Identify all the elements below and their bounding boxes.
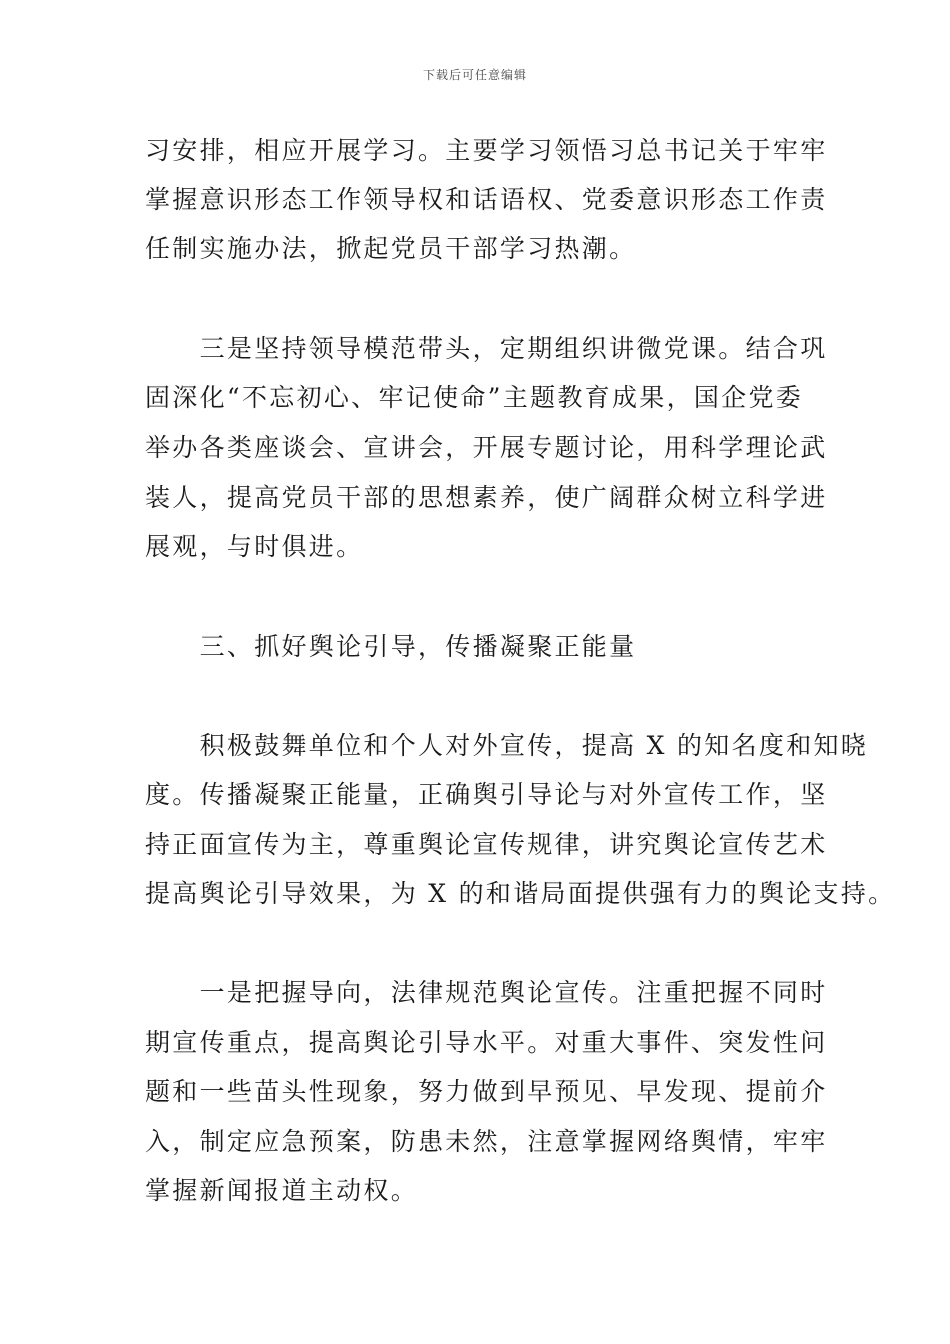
paragraph-line: 积极鼓舞单位和个人对外宣传，提高 X 的知名度和知晓 bbox=[145, 731, 869, 760]
paragraph-line: 期宣传重点，提高舆论引导水平。对重大事件、突发性问 bbox=[145, 1028, 828, 1057]
paragraph-line: 一是把握导向，法律规范舆论宣传。注重把握不同时 bbox=[145, 978, 828, 1007]
paragraph-line: 掌握意识形态工作领导权和话语权、党委意识形态工作责 bbox=[145, 185, 828, 214]
paragraph-line: 三是坚持领导模范带头，定期组织讲微党课。结合巩 bbox=[145, 334, 828, 363]
page-header: 下载后可任意编辑 bbox=[422, 68, 527, 82]
paragraph-line: 题和一些苗头性现象，努力做到早预见、早发现、提前介 bbox=[145, 1077, 828, 1106]
paragraph-line: 习安排，相应开展学习。主要学习领悟习总书记关于牢牢 bbox=[145, 136, 828, 165]
paragraph-line: 任制实施办法，掀起党员干部学习热潮。 bbox=[145, 234, 637, 263]
paragraph-line: 持正面宣传为主，尊重舆论宣传规律，讲究舆论宣传艺术 bbox=[145, 830, 828, 859]
paragraph-line: 入，制定应急预案，防患未然，注意掌握网络舆情，牢牢 bbox=[145, 1127, 828, 1156]
section-heading: 三、抓好舆论引导，传播凝聚正能量 bbox=[145, 632, 637, 661]
paragraph-line: 掌握新闻报道主动权。 bbox=[145, 1176, 419, 1205]
paragraph-line: 举办各类座谈会、宣讲会，开展专题讨论，用科学理论武 bbox=[145, 433, 828, 462]
paragraph-line: 固深化“不忘初心、牢记使命”主题教育成果，国企党委 bbox=[145, 383, 804, 412]
paragraph-line: 装人，提高党员干部的思想素养，使广阔群众树立科学进 bbox=[145, 483, 828, 512]
paragraph-line: 展观，与时俱进。 bbox=[145, 532, 364, 561]
paragraph-line: 度。传播凝聚正能量，正确舆引导论与对外宣传工作，坚 bbox=[145, 780, 828, 809]
paragraph-line: 提高舆论引导效果，为 X 的和谐局面提供强有力的舆论支持。 bbox=[145, 879, 896, 908]
